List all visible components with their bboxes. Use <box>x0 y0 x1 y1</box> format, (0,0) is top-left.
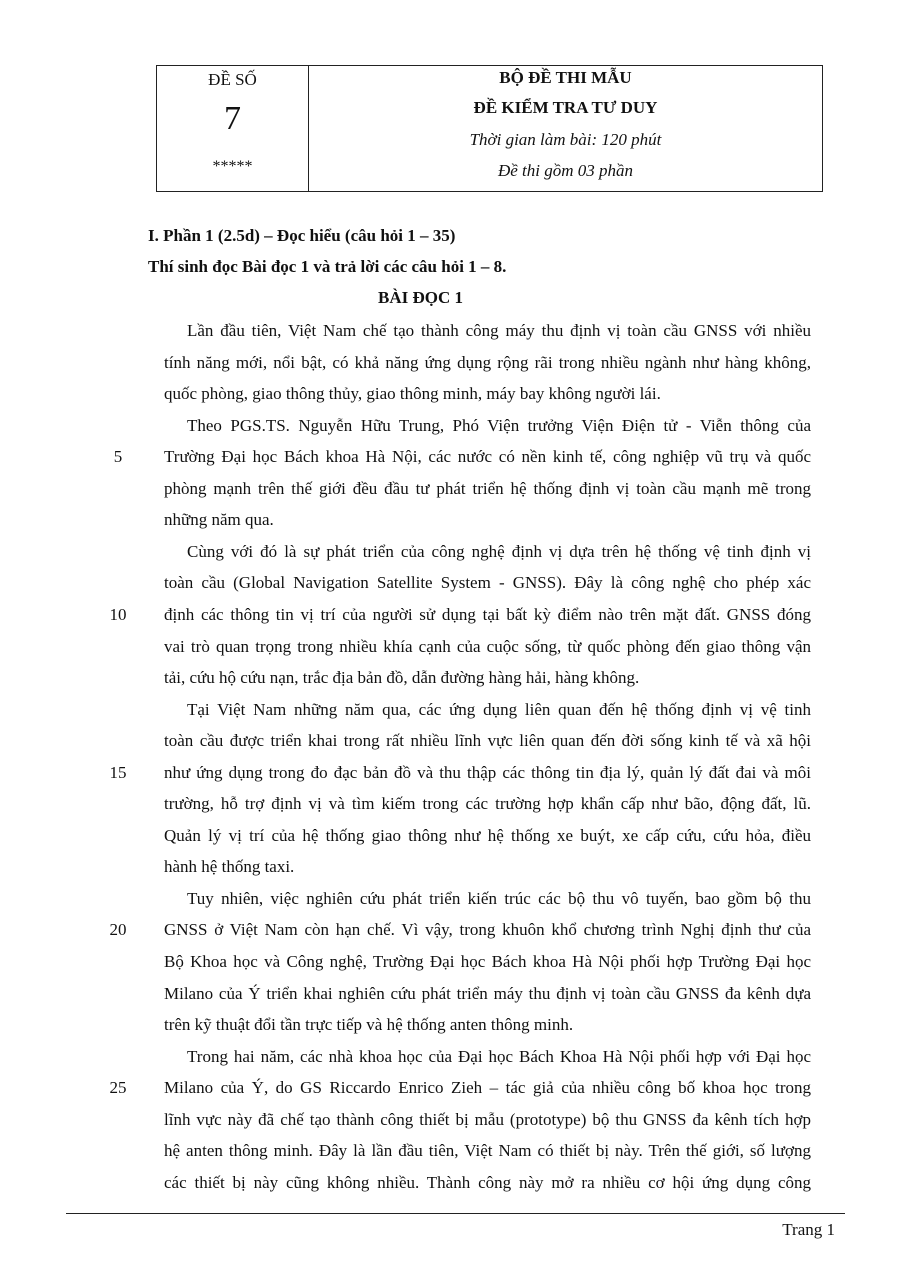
passage-line: trên kỹ thuật đổi tần trực tiếp và hệ thống anten thông minh. <box>164 1015 574 1035</box>
passage-line: quốc phòng, giao thông thủy, giao thông minh, máy bay không người lái. <box>164 384 661 404</box>
passage-line: định các thông tin vị trí của người sử dụng tại bất kỳ điểm nào trên mặt đất. GNSS đóng <box>164 604 811 624</box>
passage-line: Tuy nhiên, việc nghiên cứu phát triển kiến trúc các bộ thu vô tuyến, bao gồm bộ thu <box>187 888 811 908</box>
exam-duration: Thời gian làm bài: 120 phút <box>469 130 662 149</box>
passage-line: những năm qua. <box>164 510 274 530</box>
line-number: 20 <box>109 920 127 940</box>
passage-line: như ứng dụng trong đo đạc bản đồ và thu thập các thông tin địa lý, quản lý đất đai và môi <box>164 762 811 782</box>
exam-parts: Đề thi gồm 03 phần <box>497 161 634 180</box>
passage-line: Lần đầu tiên, Việt Nam chế tạo thành công máy thu định vị toàn cầu GNSS với nhiều <box>187 321 811 340</box>
passage-line: phòng mạnh trên thế giới đều đầu tư phát triển hệ thống định vị toàn cầu mạnh mẽ trong <box>164 478 811 498</box>
passage-line: tính năng mới, nổi bật, có khả năng ứng dụng rộng rãi trong nhiều ngành như hàng không, <box>164 352 811 372</box>
page-number: Trang 1 <box>782 1220 835 1239</box>
passage-line: GNSS ở Việt Nam còn hạn chế. Vì vậy, trong khuôn khổ chương trình Nghị định thư của <box>164 920 811 940</box>
line-number: 10 <box>109 604 127 624</box>
exam-label: ĐỀ SỐ <box>208 70 257 89</box>
passage-line: Quản lý vị trí của hệ thống giao thông như hệ thống xe buýt, xe cấp cứu, cứu hỏa, điều <box>164 825 811 845</box>
exam-title-2: ĐỀ KIỂM TRA TƯ DUY <box>473 98 658 117</box>
passage-line: vai trò quan trọng trong nhiều khía cạnh của cuộc sống, từ quốc phòng đến giao thông vận <box>164 636 811 656</box>
section-heading: I. Phần 1 (2.5d) – Đọc hiểu (câu hỏi 1 – 35) <box>148 226 456 245</box>
passage-line: Theo PGS.TS. Nguyễn Hữu Trung, Phó Viện trưởng Viện Điện tử - Viễn thông của <box>187 415 811 435</box>
passage-line: trường, hỗ trợ định vị và tìm kiếm trong các trường hợp khẩn cấp như bão, động đất, lũ. <box>164 794 811 814</box>
passage-line: Cùng với đó là sự phát triển của công nghệ định vị dựa trên hệ thống vệ tinh định vị <box>187 541 811 561</box>
line-number: 5 <box>113 447 123 467</box>
passage-line: tải, cứu hộ cứu nạn, trắc địa bản đồ, dẫn đường hàng hải, hàng không. <box>164 668 640 688</box>
passage-line: toàn cầu được triển khai trong rất nhiều lĩnh vực liên quan đến đời sống kinh tế và xã hội <box>164 731 811 751</box>
passage-line: Milano của Ý, do GS Riccardo Enrico Zieh – tác giả của nhiều công bố khoa học trong <box>164 1078 811 1098</box>
passage-line: hệ anten thông minh. Đây là lần đầu tiên, Việt Nam có thiết bị này. Trên thế giới, số lượng <box>164 1141 811 1161</box>
passage-line: lĩnh vực này đã chế tạo thành công thiết bị mẫu (prototype) bộ thu GNSS đa kênh tích hợp <box>164 1109 811 1129</box>
exam-number: 7 <box>224 100 241 137</box>
passage-line: Tại Việt Nam những năm qua, các ứng dụng liên quan đến hệ thống định vị vệ tinh <box>187 699 811 719</box>
exam-title-1: BỘ ĐỀ THI MẪU <box>499 68 632 87</box>
line-number: 25 <box>109 1078 127 1098</box>
passage-line: Bộ Khoa học và Công nghệ, Trường Đại học Bách khoa Hà Nội phối hợp Trường Đại học <box>164 952 811 971</box>
passage-line: toàn cầu (Global Navigation Satellite System - GNSS). Đây là công nghệ cho phép xác <box>164 573 811 593</box>
passage-line: các thiết bị này cũng không nhiều. Thành công này mở ra nhiều cơ hội ứng dụng công <box>164 1172 811 1192</box>
passage-line: Trong hai năm, các nhà khoa học của Đại học Bách Khoa Hà Nội phối hợp với Đại học <box>187 1046 811 1066</box>
exam-header-table <box>156 65 823 192</box>
passage-line: Trường Đại học Bách khoa Hà Nội, các nước có nền kinh tế, công nghiệp vũ trụ và quốc <box>164 447 811 467</box>
reading-title: BÀI ĐỌC 1 <box>378 288 464 307</box>
footer-divider <box>66 1213 845 1214</box>
passage-line: Milano của Ý triển khai nghiên cứu phát triển máy thu định vị toàn cầu GNSS đa kênh dựa <box>164 983 811 1003</box>
exam-number-cell <box>157 66 309 191</box>
line-number: 15 <box>109 762 127 782</box>
exam-stars: ***** <box>212 158 253 175</box>
passage-line: hành hệ thống taxi. <box>164 857 295 877</box>
exam-title-cell <box>309 66 822 191</box>
instruction: Thí sinh đọc Bài đọc 1 và trả lời các câu hỏi 1 – 8. <box>148 257 507 276</box>
